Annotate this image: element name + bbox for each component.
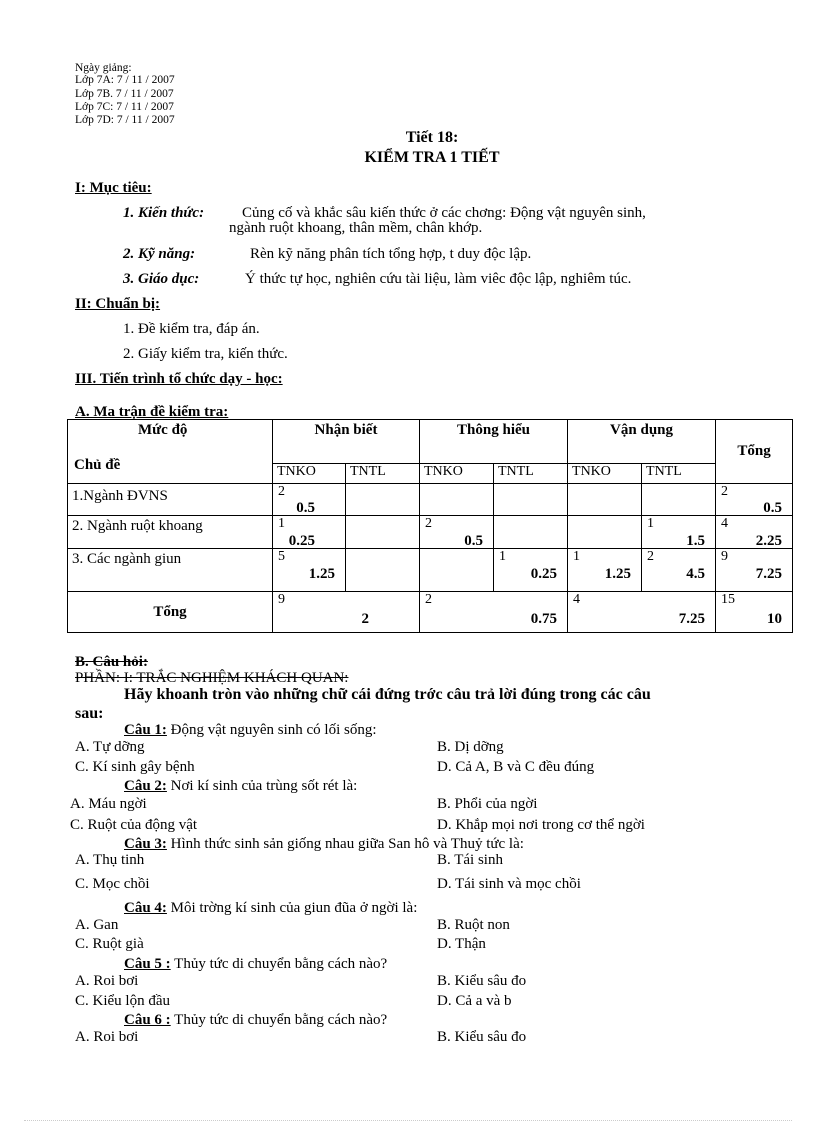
- cell-count: 2: [425, 592, 432, 607]
- cell-count: 4: [721, 516, 729, 531]
- cell-count: 1: [499, 549, 506, 564]
- question-label: Câu 4:: [124, 900, 167, 916]
- cell-count: 15: [721, 592, 736, 607]
- subheader-tntl: TNTL: [346, 464, 420, 484]
- lesson-number: Tiết 18:: [405, 129, 459, 146]
- matrix-heading: A. Ma trận đề kiểm tra:: [75, 404, 229, 420]
- cell-count: 2: [278, 484, 285, 499]
- answer-d[interactable]: D. Thận: [437, 936, 486, 952]
- answer-b[interactable]: B. Dị dỡng: [437, 739, 504, 755]
- cell-count: 4: [573, 592, 581, 607]
- cell-count: 9: [721, 549, 729, 564]
- question-label: Câu 1:: [124, 722, 167, 738]
- header-recognition: Nhận biết: [273, 420, 420, 464]
- knowledge-text-1: Củng cố và khắc sâu kiến thức ở các chơng: Động vật nguyên sinh,: [242, 205, 646, 221]
- matrix-cell: [568, 549, 642, 592]
- matrix-cell: [642, 549, 716, 592]
- answer-b[interactable]: B. Kiểu sâu đo: [437, 1029, 527, 1045]
- test-matrix-table: [67, 419, 793, 633]
- instruction-text-1: Hãy khoanh tròn vào những chữ cái đứng trớc câu trả lời đúng trong các câu: [124, 686, 651, 703]
- matrix-corner-cell: [68, 420, 273, 484]
- date-label: Ngày giảng:: [75, 62, 132, 74]
- page-bottom-divider: [24, 1120, 792, 1121]
- answer-a[interactable]: A. Máu ngời: [70, 796, 147, 812]
- class-7c-date: Lớp 7C: 7 / 11 / 2007: [75, 101, 174, 113]
- knowledge-label: 1. Kiến thức:: [123, 205, 205, 221]
- row-label: 1.Ngành ĐVNS: [68, 484, 273, 516]
- question-3: [124, 836, 524, 853]
- cell-score: 0.5: [464, 533, 483, 549]
- answer-d[interactable]: D. Cả A, B và C đều đúng: [437, 759, 595, 775]
- answer-d[interactable]: D. Cả a và b: [437, 993, 512, 1009]
- question-label: Câu 2:: [124, 778, 167, 794]
- question-label: Câu 6 :: [124, 1012, 171, 1028]
- answer-c[interactable]: C. Mọc chồi: [75, 876, 150, 892]
- subheader-tnko: TNKO: [568, 464, 642, 484]
- matrix-cell: [273, 549, 346, 592]
- subheader-tntl: TNTL: [494, 464, 568, 484]
- answer-d[interactable]: D. Khắp mọi nơi trong cơ thể ngời: [437, 817, 645, 833]
- cell-score: 0.5: [763, 500, 783, 516]
- matrix-cell: [273, 592, 420, 633]
- cell-count: 1: [647, 516, 655, 531]
- answer-b[interactable]: B. Tái sinh: [437, 852, 503, 868]
- cell-score: 0.25: [288, 533, 315, 549]
- cell-score: 7.25: [678, 611, 706, 627]
- row-label: 3. Các ngành giun: [68, 549, 273, 592]
- matrix-cell: [568, 484, 642, 516]
- matrix-cell: [716, 516, 793, 549]
- class-7a-date: Lớp 7A: 7 / 11 / 2007: [75, 74, 175, 86]
- instruction-text-2: sau:: [75, 705, 104, 722]
- cell-score: 1.25: [308, 566, 335, 582]
- answer-b[interactable]: B. Phổi của ngời: [437, 796, 538, 812]
- class-7d-date: Lớp 7D: 7 / 11 / 2007: [75, 114, 175, 126]
- preparation-heading: II: Chuẩn bị:: [75, 296, 161, 312]
- matrix-cell: [568, 592, 716, 633]
- matrix-cell: [273, 516, 346, 549]
- cell-score: 2: [361, 611, 369, 627]
- subheader-tnko: TNKO: [273, 464, 346, 484]
- cell-score: 1.25: [604, 566, 632, 582]
- answer-a[interactable]: A. Thụ tinh: [75, 852, 145, 868]
- preparation-item-1: 1. Đề kiểm tra, đáp án.: [123, 321, 260, 337]
- questions-heading: B. Câu hỏi:: [75, 654, 148, 670]
- cell-score: 1.5: [686, 533, 706, 549]
- cell-score: 10: [767, 611, 783, 627]
- matrix-cell: [494, 516, 568, 549]
- answer-a[interactable]: A. Gan: [75, 917, 119, 933]
- matrix-cell: [716, 549, 793, 592]
- part-1-heading: PHẦN: I: TRẮC NGHIỆM KHÁCH QUAN:: [75, 670, 349, 686]
- matrix-cell: [346, 484, 420, 516]
- cell-count: 1: [573, 549, 581, 564]
- header-application: Vận dụng: [568, 420, 716, 464]
- table-row-total: [68, 592, 793, 633]
- question-text: Động vật nguyên sinh có lối sống:: [166, 722, 377, 738]
- page-title: KIỂM TRA 1 TIẾT: [364, 149, 500, 166]
- cell-count: 2: [721, 484, 729, 499]
- cell-score: 7.25: [755, 566, 783, 582]
- header-total: Tổng: [716, 420, 793, 484]
- question-2: [124, 778, 357, 795]
- matrix-cell: [420, 592, 568, 633]
- question-5: [124, 956, 387, 973]
- question-1: [124, 722, 377, 739]
- cell-count: 9: [278, 592, 285, 607]
- answer-a[interactable]: A. Roi bơi: [75, 973, 139, 989]
- answer-b[interactable]: B. Kiểu sâu đo: [437, 973, 527, 989]
- cell-count: 5: [278, 549, 285, 564]
- answer-c[interactable]: C. Ruột già: [75, 936, 144, 952]
- question-text: Hình thức sinh sản giống nhau giữa San hô và Thuỷ tức là:: [166, 836, 524, 852]
- knowledge-text-2: ngành ruột khoang, thân mềm, chân khớp.: [229, 220, 483, 236]
- table-row: [68, 484, 793, 516]
- answer-d[interactable]: D. Tái sinh và mọc chồi: [437, 876, 581, 892]
- matrix-cell: [494, 549, 568, 592]
- matrix-cell: [642, 484, 716, 516]
- preparation-item-2: 2. Giấy kiểm tra, kiến thức.: [123, 346, 288, 362]
- question-4: [124, 900, 417, 917]
- cell-score: 4.5: [686, 566, 706, 582]
- level-label: Mức độ: [138, 422, 188, 438]
- topic-label: Chủ đề: [74, 457, 121, 473]
- table-row: [68, 549, 793, 592]
- answer-a[interactable]: A. Roi bơi: [75, 1029, 139, 1045]
- matrix-cell: [494, 484, 568, 516]
- cell-count: 2: [647, 549, 655, 564]
- education-text: Ý thức tự học, nghiên cứu tài liệu, làm viêc độc lập, nghiêm túc.: [245, 271, 632, 287]
- question-label: Câu 5 :: [124, 956, 171, 972]
- total-label: Tổng: [68, 592, 273, 633]
- matrix-cell: [420, 549, 494, 592]
- matrix-cell: [420, 516, 494, 549]
- table-row: [68, 516, 793, 549]
- answer-b[interactable]: B. Ruột non: [437, 917, 510, 933]
- cell-score: 0.25: [530, 566, 558, 582]
- row-label: 2. Ngành ruột khoang: [68, 516, 273, 549]
- process-heading: III. Tiến trình tổ chức dạy - học:: [75, 371, 283, 387]
- matrix-cell: [420, 484, 494, 516]
- header-understanding: Thông hiểu: [420, 420, 568, 464]
- cell-count: 2: [425, 516, 432, 531]
- matrix-cell: [273, 484, 346, 516]
- matrix-cell: [716, 484, 793, 516]
- education-label: 3. Giáo dục:: [123, 271, 200, 287]
- matrix-cell: [346, 549, 420, 592]
- answer-c[interactable]: C. Ruột của động vật: [70, 817, 198, 833]
- cell-count: 1: [278, 516, 285, 531]
- class-7b-date: Lớp 7B. 7 / 11 / 2007: [75, 88, 174, 100]
- matrix-cell: [346, 516, 420, 549]
- matrix-cell: [716, 592, 793, 633]
- skills-label: 2. Kỹ năng:: [123, 246, 196, 262]
- answer-a[interactable]: A. Tự dỡng: [75, 739, 145, 755]
- question-text: Môi trờng kí sinh của giun đũa ở ngời là:: [166, 900, 418, 916]
- subheader-tnko: TNKO: [420, 464, 494, 484]
- objectives-heading: I: Mục tiêu:: [75, 180, 152, 196]
- question-text: Thủy tức di chuyển bằng cách nào?: [170, 956, 388, 972]
- question-6: [124, 1012, 387, 1029]
- question-text: Nơi kí sinh của trùng sốt rét là:: [166, 778, 358, 794]
- matrix-cell: [642, 516, 716, 549]
- cell-score: 0.5: [296, 500, 315, 516]
- question-text: Thủy tức di chuyển bằng cách nào?: [170, 1012, 388, 1028]
- matrix-cell: [568, 516, 642, 549]
- question-label: Câu 3:: [124, 836, 167, 852]
- cell-score: 0.75: [530, 611, 558, 627]
- skills-text: Rèn kỹ năng phân tích tổng hợp, t duy độc lập.: [250, 246, 532, 262]
- answer-c[interactable]: C. Kiểu lộn đầu: [75, 993, 170, 1009]
- cell-score: 2.25: [755, 533, 783, 549]
- answer-c[interactable]: C. Kí sinh gây bệnh: [75, 759, 195, 775]
- subheader-tntl: TNTL: [642, 464, 716, 484]
